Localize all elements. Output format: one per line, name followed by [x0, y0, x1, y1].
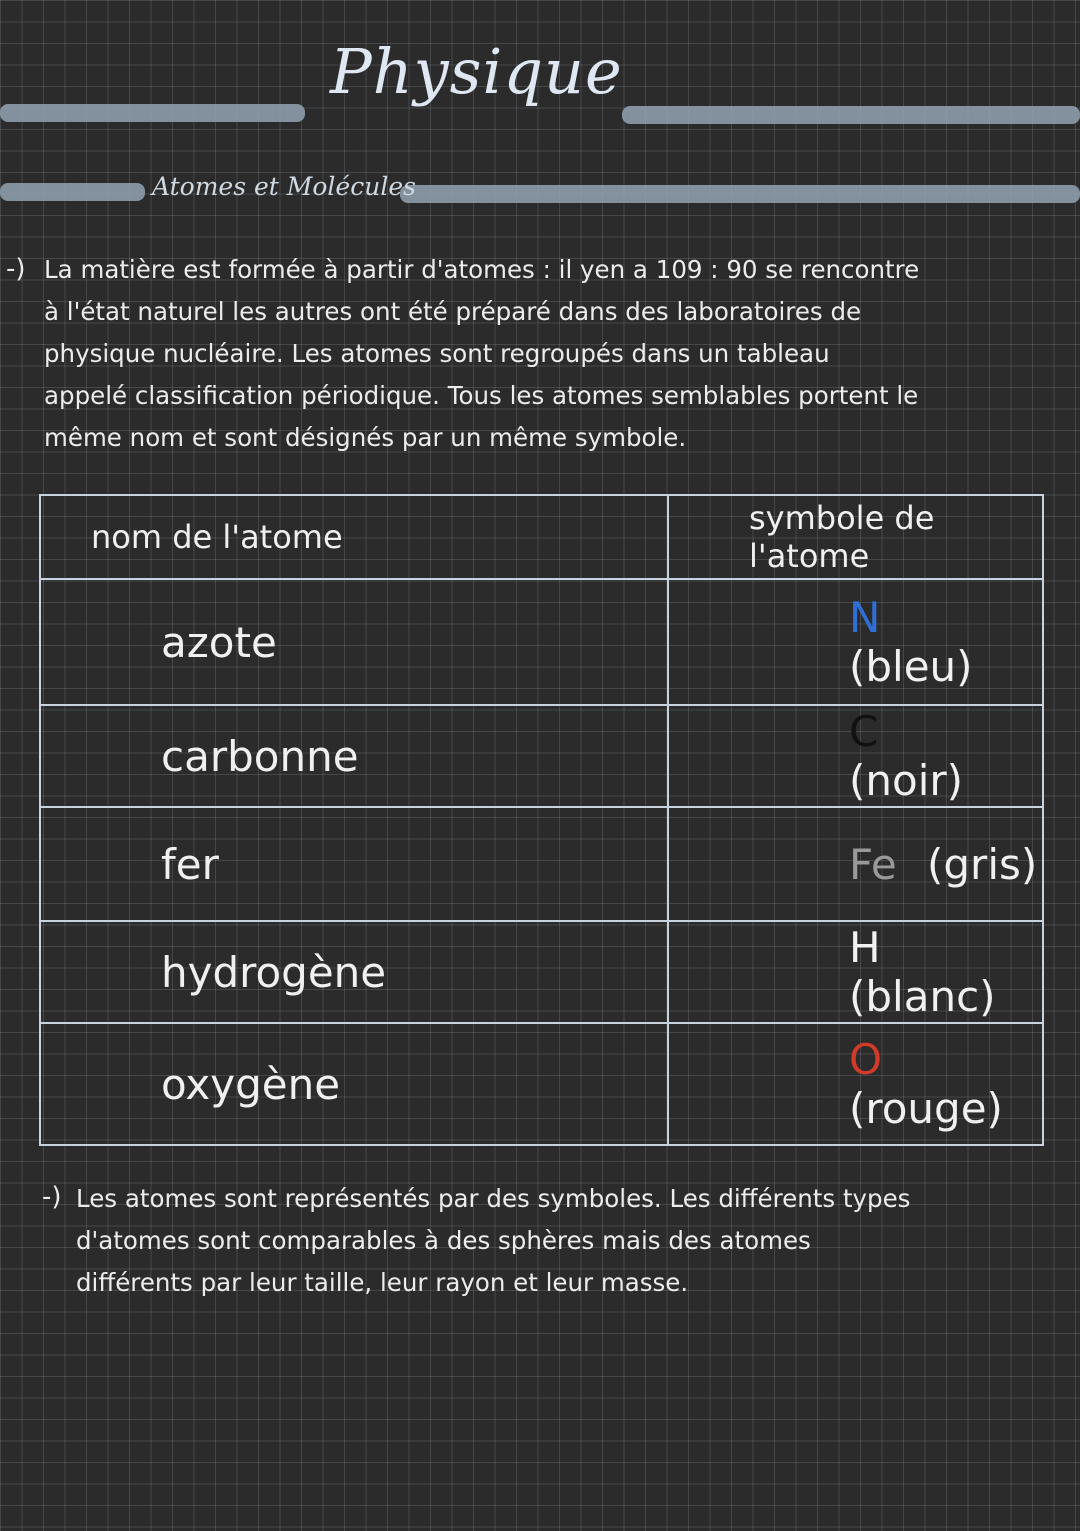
atom-name: oxygène — [40, 1023, 668, 1145]
atom-symbol: Fe — [849, 839, 897, 889]
table-row — [40, 579, 1043, 705]
header-band-left — [0, 104, 305, 122]
intro-line: physique nucléaire. Les atomes sont regroupés dans un tableau — [44, 339, 830, 368]
outro-line: d'atomes sont comparables à des sphères mais des atomes — [76, 1226, 811, 1255]
page-subtitle: Atomes et Molécules — [152, 172, 416, 201]
header-atom-symbol: symbole de l'atome — [668, 495, 1043, 579]
table-row — [40, 1023, 1043, 1145]
header-band-right — [622, 106, 1080, 124]
subheader-band-left — [0, 183, 145, 201]
atom-color-label: (noir) — [849, 756, 964, 805]
atom-symbol: O — [849, 1035, 883, 1084]
atom-color-label: (bleu) — [849, 642, 973, 691]
outro-line: différents par leur taille, leur rayon et leur masse. — [76, 1268, 689, 1297]
page-title: Physique — [330, 35, 623, 108]
header-atom-name: nom de l'atome — [40, 495, 668, 579]
atom-symbol: C — [849, 707, 879, 756]
atom-color-label: (gris) — [927, 839, 1038, 889]
atom-name: carbonne — [40, 705, 668, 807]
atom-symbol-cell — [668, 579, 1043, 705]
intro-line: à l'état naturel les autres ont été préparé dans des laboratoires de — [44, 297, 862, 326]
outro-bullet: -) — [42, 1182, 62, 1212]
table-row — [40, 921, 1043, 1023]
atom-name: fer — [40, 807, 668, 921]
intro-line: même nom et sont désignés par un même symbole. — [44, 423, 687, 452]
atoms-table — [39, 494, 1044, 1146]
atom-color-label: (rouge) — [849, 1084, 1003, 1133]
atom-symbol: H — [849, 923, 881, 972]
atom-symbol: N — [849, 593, 881, 642]
outro-paragraph — [76, 1178, 910, 1304]
table-row — [40, 807, 1043, 921]
intro-bullet: -) — [6, 254, 26, 284]
intro-line: appelé classification périodique. Tous les atomes semblables portent le — [44, 381, 919, 410]
table-row — [40, 705, 1043, 807]
atom-symbol-cell — [668, 807, 1043, 921]
intro-paragraph — [44, 249, 919, 459]
atom-symbol-cell — [668, 1023, 1043, 1145]
outro-line: Les atomes sont représentés par des symboles. Les différents types — [76, 1184, 911, 1213]
atom-color-label: (blanc) — [849, 972, 996, 1021]
atom-symbol-cell — [668, 705, 1043, 807]
atom-name: azote — [40, 579, 668, 705]
table-header-row — [40, 495, 1043, 579]
atom-symbol-cell — [668, 921, 1043, 1023]
subheader-band-right — [400, 185, 1080, 203]
intro-line: La matière est formée à partir d'atomes : il yen a 109 : 90 se rencontre — [44, 255, 920, 284]
atom-name: hydrogène — [40, 921, 668, 1023]
